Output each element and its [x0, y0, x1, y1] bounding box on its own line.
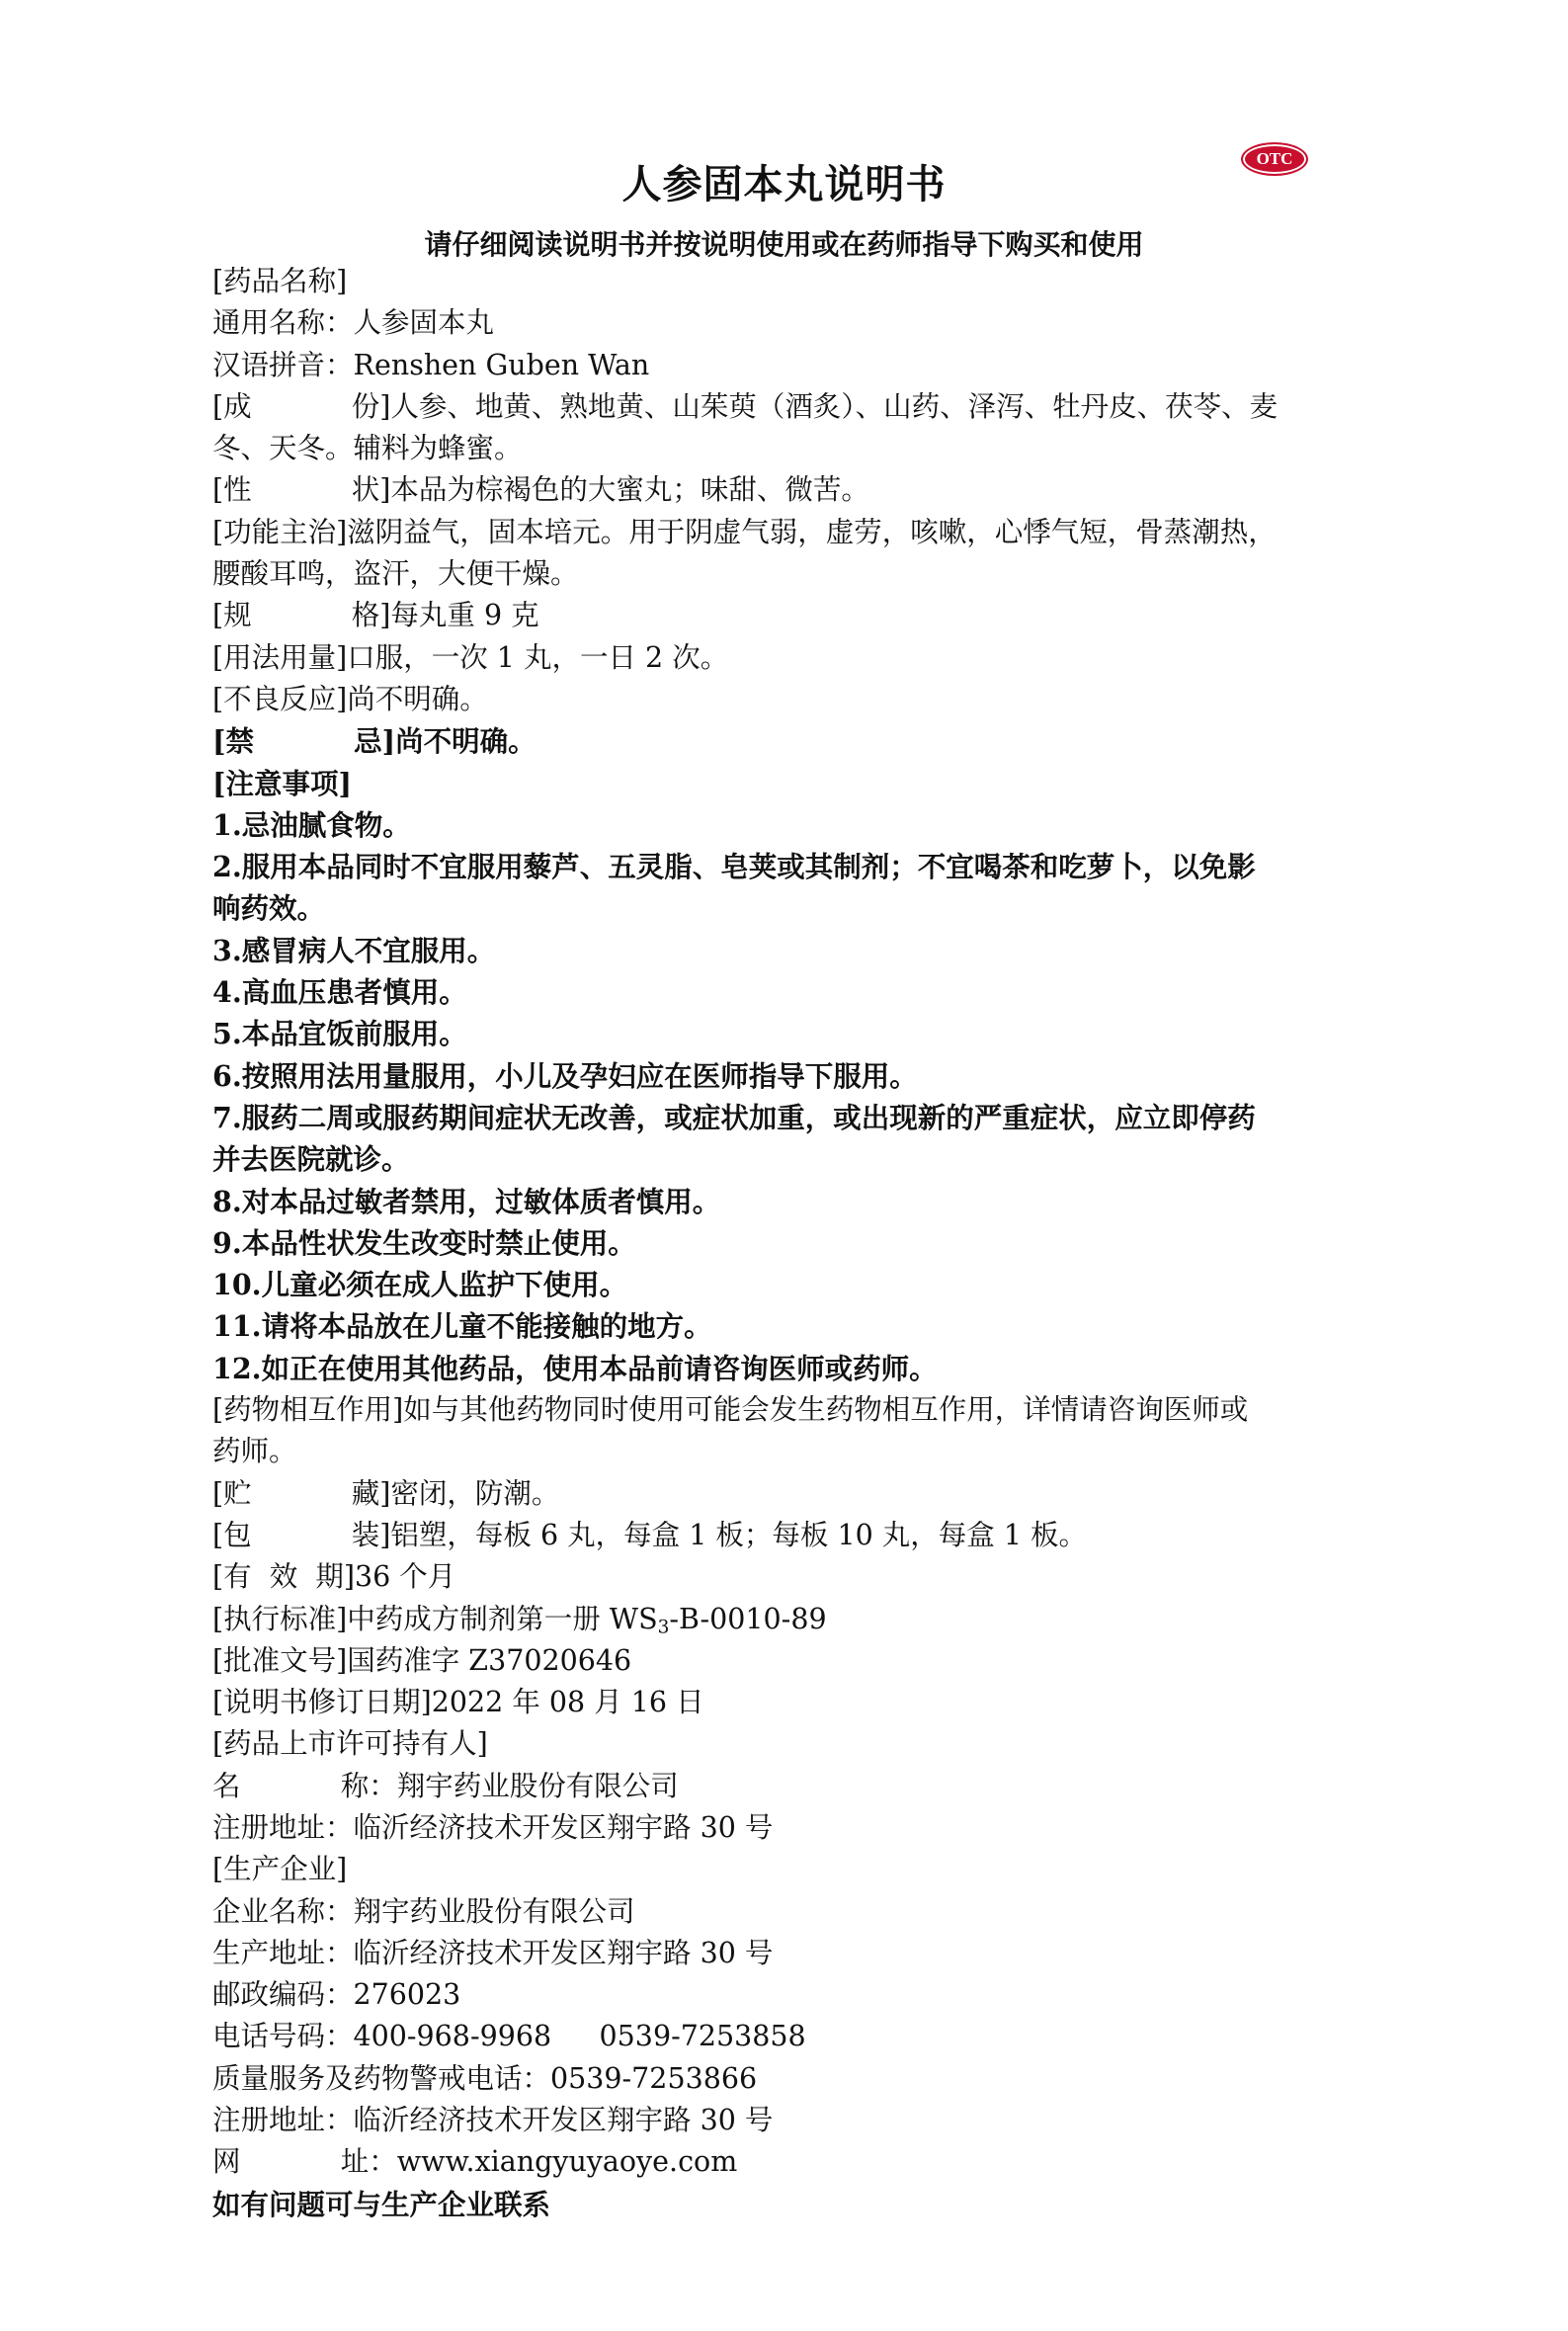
- precaution-item-cont: 并去医院就诊。: [212, 1142, 410, 1177]
- precaution-item: 9.本品性状发生改变时禁止使用。: [212, 1225, 636, 1260]
- adverse-row: [不良反应]尚不明确。: [212, 682, 488, 715]
- qa-phone-row: 质量服务及药物警戒电话：0539-7253866: [212, 2061, 758, 2095]
- interaction-row-cont: 药师。: [212, 1435, 297, 1468]
- standard-row: [执行标准]中药成方制剂第一册 $WS_3-B-0010-89$: [212, 1602, 827, 1638]
- precaution-item: 11.请将本品放在儿童不能接触的地方。: [212, 1309, 712, 1344]
- section-precautions: [注意事项]: [212, 766, 352, 800]
- website-row: 网 址：www.xiangyuyaoye.com: [212, 2145, 738, 2179]
- production-address-row: 生产地址：临沂经济技术开发区翔宇路 30 号: [212, 1936, 774, 1969]
- specification-row: [规 格]每丸重 9 克: [212, 599, 539, 632]
- ingredients-row-cont: 冬、天冬。辅料为蜂蜜。: [212, 432, 523, 465]
- ingredients-row: [成 份]人参、地黄、熟地黄、山茱萸（酒炙）、山药、泽泻、牡丹皮、茯苓、麦: [212, 389, 1279, 423]
- generic-name-row: 通用名称：人参固本丸: [212, 306, 495, 340]
- dosage-row: [用法用量]口服，一次 1 丸，一日 2 次。: [212, 640, 729, 674]
- precaution-item: 6.按照用法用量服用，小儿及孕妇应在医师指导下服用。: [212, 1058, 918, 1093]
- precaution-item: 2.服用本品同时不宜服用藜芦、五灵脂、皂荚或其制剂；不宜喝茶和吃萝卜，以免影: [212, 850, 1256, 884]
- precaution-item: 5.本品宜饭前服用。: [212, 1017, 467, 1051]
- phone-row: 电话号码：400-968-9968 0539-7253858: [212, 2020, 806, 2053]
- registered-address-row: 注册地址：临沂经济技术开发区翔宇路 30 号: [212, 2104, 774, 2137]
- precaution-item: 8.对本品过敏者禁用，过敏体质者慎用。: [212, 1184, 721, 1218]
- storage-row: [贮 藏]密闭，防潮。: [212, 1476, 560, 1510]
- validity-row: [有 效 期]36 个月: [212, 1560, 456, 1594]
- contact-note: 如有问题可与生产企业联系: [212, 2187, 551, 2221]
- indications-row-cont: 腰酸耳鸣，盗汗，大便干燥。: [212, 557, 579, 591]
- manufacturer-name-row: 企业名称：翔宇药业股份有限公司: [212, 1894, 635, 1928]
- revision-row: [说明书修订日期]2022 年 08 月 16 日: [212, 1686, 704, 1719]
- document-title: 人参固本丸说明书: [621, 161, 947, 208]
- section-drug-name: [药品名称]: [212, 265, 348, 297]
- indications-row: [功能主治]滋阴益气，固本培元。用于阴虚气弱，虚劳，咳嗽，心悸气短，骨蒸潮热，: [212, 515, 1277, 548]
- otc-badge: OTC: [1241, 142, 1308, 176]
- package-row: [包 装]铝塑，每板 6 丸，每盒 1 板；每板 10 丸，每盒 1 板。: [212, 1518, 1088, 1551]
- character-row: [性 状]本品为棕褐色的大蜜丸；味甜、微苦。: [212, 473, 869, 507]
- precaution-item: 12.如正在使用其他药品，使用本品前请咨询医师或药师。: [212, 1351, 938, 1385]
- section-manufacturer: [生产企业]: [212, 1853, 348, 1886]
- pinyin-row: 汉语拼音：Renshen Guben Wan: [212, 348, 650, 381]
- interaction-row: [药物相互作用]如与其他药物同时使用可能会发生药物相互作用，详情请咨询医师或: [212, 1393, 1249, 1427]
- precaution-item: 1.忌油腻食物。: [212, 807, 411, 842]
- precaution-item: 7.服药二周或服药期间症状无改善，或症状加重，或出现新的严重症状，应立即停药: [212, 1100, 1256, 1134]
- precaution-item-cont: 响药效。: [212, 891, 326, 926]
- leaflet-body: [212, 261, 1380, 2225]
- section-holder: [药品上市许可持有人]: [212, 1727, 488, 1761]
- precaution-item: 3.感冒病人不宜服用。: [212, 933, 496, 967]
- usage-warning: 请仔细阅读说明书并按说明使用或在药师指导下购买和使用: [424, 228, 1144, 261]
- approval-row: [批准文号]国药准字 Z37020646: [212, 1643, 632, 1677]
- website-link[interactable]: www.xiangyuyaoye.com: [396, 2145, 738, 2179]
- contraindication-row: [禁 忌]尚不明确。: [212, 724, 536, 759]
- holder-address-row: 注册地址：临沂经济技术开发区翔宇路 30 号: [212, 1810, 774, 1844]
- precaution-item: 10.儿童必须在成人监护下使用。: [212, 1268, 628, 1302]
- postcode-row: 邮政编码：276023: [212, 1978, 461, 2012]
- precaution-item: 4.高血压患者慎用。: [212, 975, 467, 1010]
- holder-name-row: 名 称：翔宇药业股份有限公司: [212, 1769, 679, 1802]
